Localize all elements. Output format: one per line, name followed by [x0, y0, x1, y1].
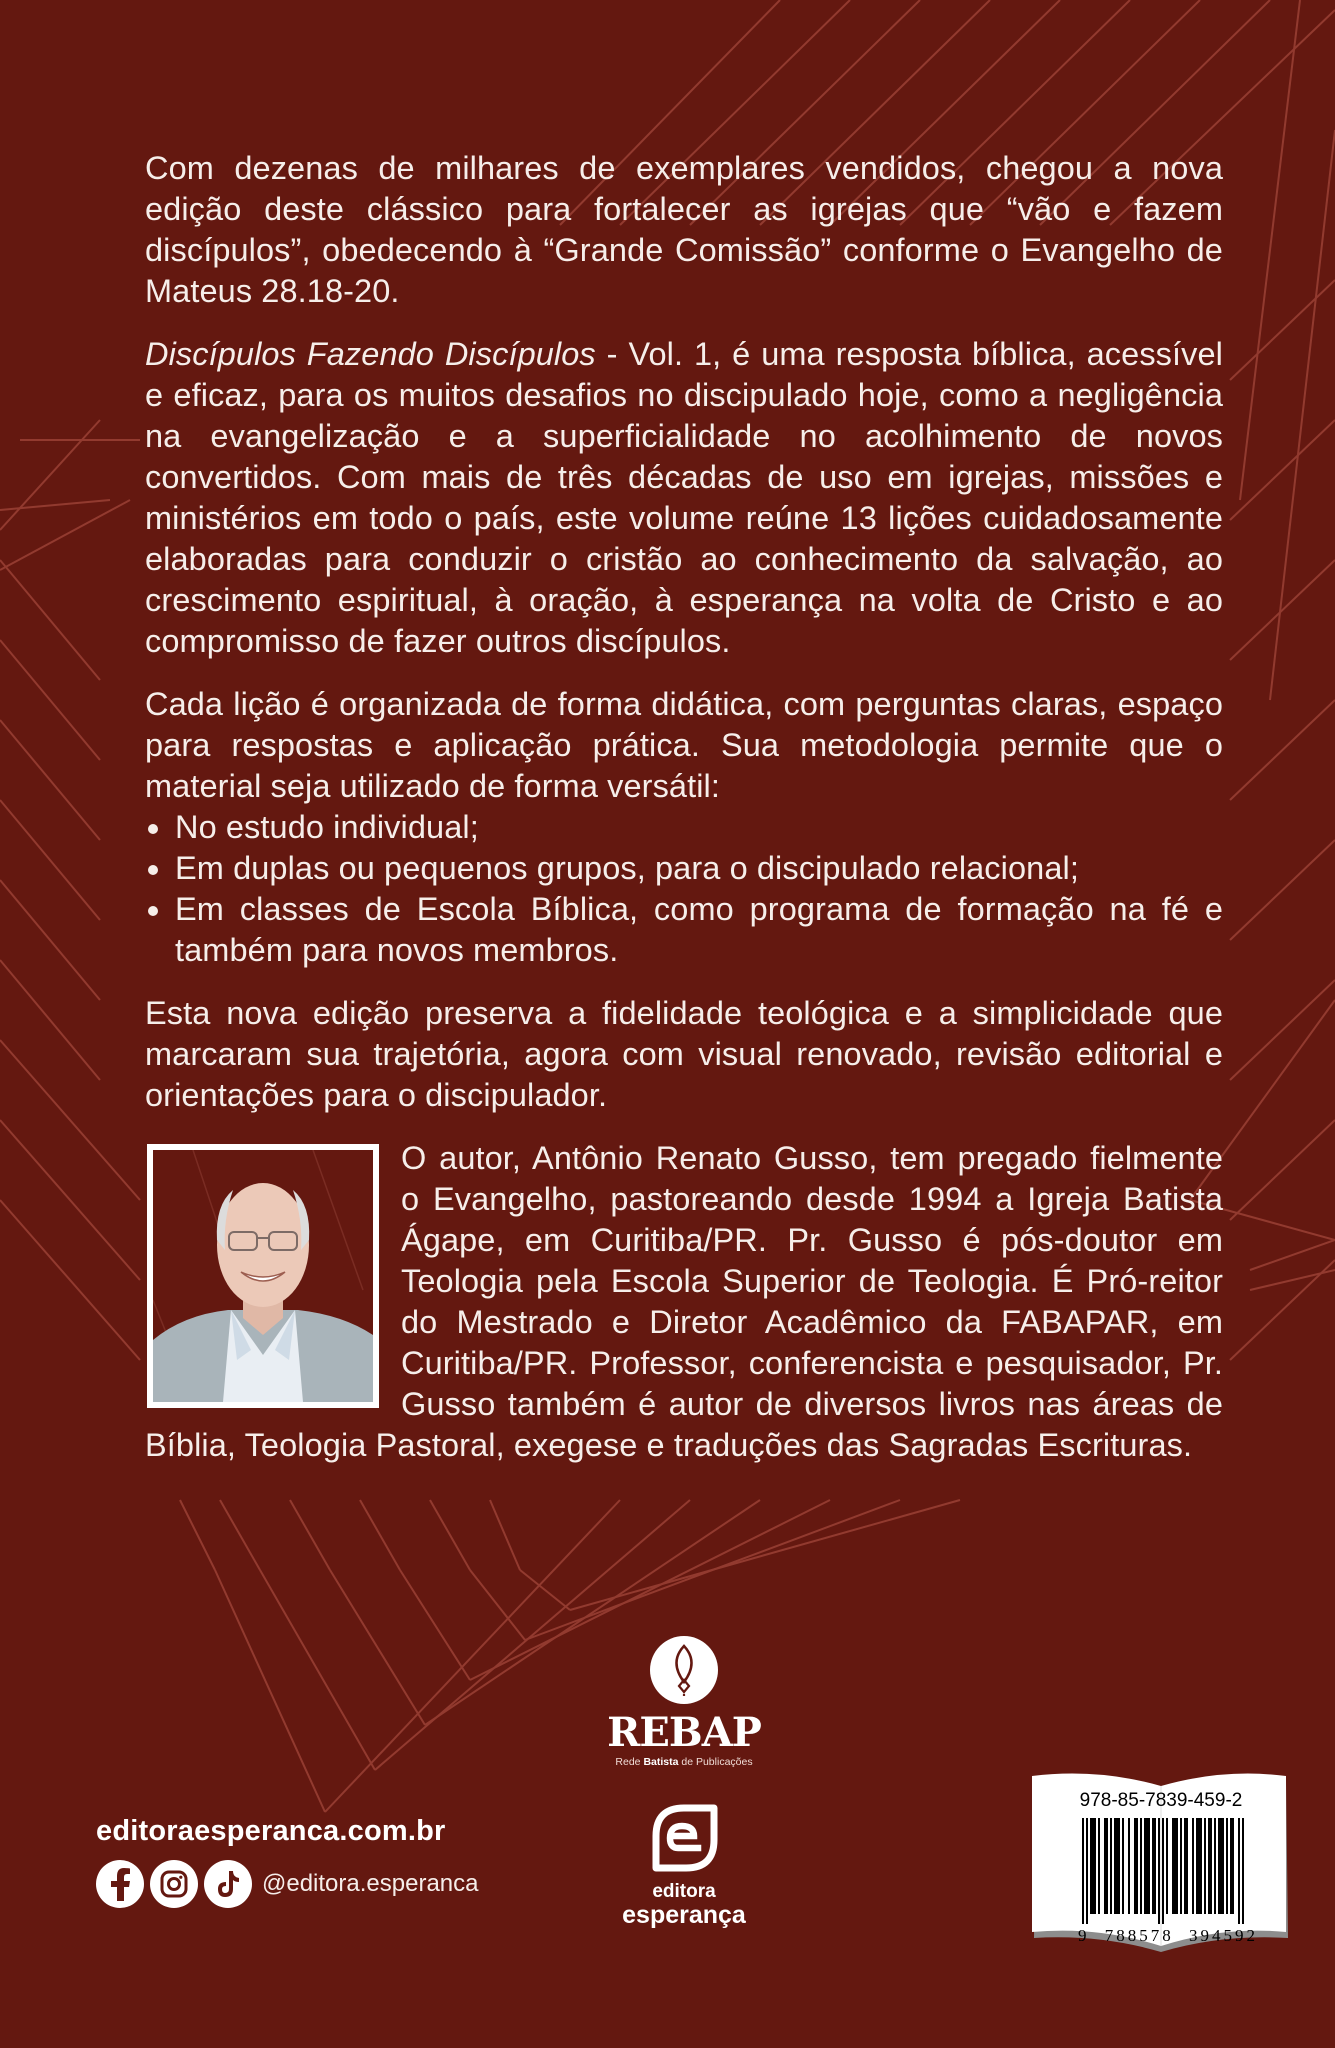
ichthys-fish-icon	[650, 1636, 718, 1704]
usage-list	[145, 807, 1223, 971]
new-edition-paragraph: Esta nova edição preserva a fidelidade teológica e a simplicidade que marcaram sua trajetória, agora com visual renovado, revisão editorial e orientações para o discipulador.	[145, 995, 1223, 1113]
author-portrait-icon	[153, 1150, 373, 1402]
tiktok-icon[interactable]	[204, 1860, 252, 1908]
author-photo	[147, 1144, 379, 1408]
book-description-paragraph: Discípulos Fazendo Discípulos - Vol. 1, é uma resposta bíblica, acessível e eficaz, para os muitos desafios no discipulado hoje, como a negligência na evangelização e a superficialidade no acolhimento de novos convertidos. Com mais de três décadas de uso em igrejas, missões e ministérios em todo o país, este volume reúne 13 lições cuidadosamente elaboradas para conduzir o cristão ao conhecimento da salvação, ao crescimento espiritual, à oração, à esperança na volta de Cristo e ao compromisso de fazer outros discípulos.	[145, 336, 1223, 659]
author-bio: O autor, Antônio Renato Gusso, tem pregado fielmente o Evangelho, pastoreando desde 1994 a Igreja Batista Ágape, em Curitiba/PR. Pr. Gusso é pós-doutor em Teologia pela Escola Superior de Teologia. É Pró-reitor do Mestrado e Diretor Acadêmico da FABAPAR, em Curitiba/PR. Professor, conferencista e pesquisador, Pr. Gusso também é autor de diversos livros nas áreas de Bíblia, Teologia Pastoral, exegese e traduções das Sagradas Escrituras.	[145, 1140, 1223, 1463]
author-section	[145, 1138, 1223, 1466]
rebap-subtitle: Rede Batista de Publicações	[615, 1756, 753, 1768]
rebap-logo	[606, 1636, 762, 1768]
book-title: Discípulos Fazendo Discípulos	[145, 336, 596, 372]
editora-esperanca-logo	[606, 1802, 762, 1928]
back-cover-text	[145, 148, 1223, 1488]
usage-item: Em duplas ou pequenos grupos, para o discipulado relacional;	[145, 848, 1223, 889]
methodology-paragraph: Cada lição é organizada de forma didática, com perguntas claras, espaço para respostas e aplicação prática. Sua metodologia permite que o material seja utilizado de forma versátil:	[145, 686, 1223, 804]
esperanca-leaf-e-icon	[648, 1802, 720, 1874]
publisher-name-line2: esperança	[622, 1901, 746, 1929]
social-handle[interactable]: @editora.esperanca	[262, 1870, 479, 1897]
barcode-digits: 9 788578 394592	[1078, 1926, 1258, 1945]
rebap-wordmark: REBAP	[607, 1709, 761, 1756]
usage-item: Em classes de Escola Bíblica, como programa de formação na fé e também para novos membros.	[145, 889, 1223, 971]
usage-item: No estudo individual;	[145, 807, 1223, 848]
isbn-number: 978-85-7839-459-2	[1079, 1790, 1243, 1811]
intro-paragraph: Com dezenas de milhares de exemplares vendidos, chegou a nova edição deste clássico para fortalecer as igrejas que “vão e fazem discípulos”, obedecendo à “Grande Comissão” conforme o Evangelho de Mateus 28.18-20.	[145, 150, 1223, 309]
facebook-icon[interactable]	[96, 1860, 144, 1908]
barcode-bars	[1082, 1818, 1246, 1924]
contact-section	[96, 1815, 479, 1908]
website-link[interactable]: editoraesperanca.com.br	[96, 1815, 446, 1847]
social-row	[96, 1860, 479, 1908]
instagram-icon[interactable]	[150, 1860, 198, 1908]
isbn-barcode	[1030, 1768, 1292, 1952]
publisher-name-line1: editora	[652, 1881, 716, 1902]
